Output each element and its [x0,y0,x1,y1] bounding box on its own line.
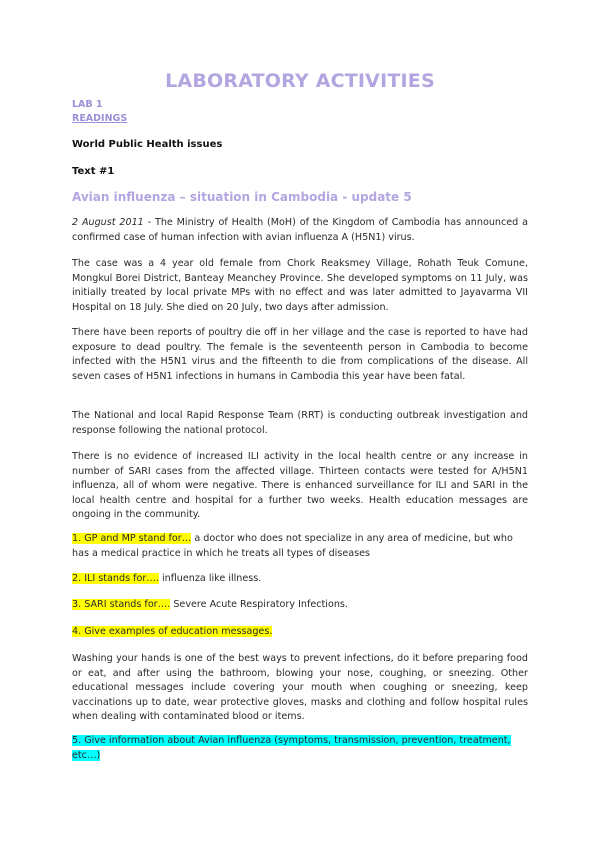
answer-4: Washing your hands is one of the best ways to prevent infections, do it before preparing food or eat, and after using the bathroom, blowing your nose, coughing, or sneezing. Other educational messages include covering your mouth when coughing or sneezing, keep vaccinations up to date, wear protective gloves, masks and clothing and follow hospital rules when dealing with contaminated blood or items. [72,653,528,723]
question-4 [72,625,528,640]
section-heading: World Public Health issues [72,139,223,150]
question-3-prompt: 3. SARI stands for…. [72,599,171,610]
lab-label: LAB 1 [72,99,103,110]
paragraph-1 [72,216,528,245]
page-title: LABORATORY ACTIVITIES [165,70,435,92]
readings-label: READINGS [72,113,128,124]
question-3 [72,598,528,613]
paragraph-2: The case was a 4 year old female from Chork Reaksmey Village, Rohath Teuk Comune, Mongkul Borei District, Banteay Meanchey Province. She developed symptoms on 11 July, was initially treated by local private MPs with no effect and was later admitted to Jayavarma VII Hospital on 18 July. She died on 20 July, two days after admission. [72,258,528,313]
article-date: 2 August 2011 [72,217,144,228]
paragraph-1-text: - The Ministry of Health (MoH) of the Kingdom of Cambodia has announced a confirmed case of human infection with avian influenza A (H5N1) virus. [72,217,528,243]
question-3-answer: Severe Acute Respiratory Infections. [170,599,348,610]
paragraph-5: There is no evidence of increased ILI activity in the local health centre or any increase in number of SARI cases from the affected village. Thirteen contacts were tested for A/H5N1 influenza, all of whom were negative. There is enhanced surveillance for ILI and SARI in the local health centre and hospital for a further two weeks. Health education messages are ongoing in the community. [72,451,528,521]
question-2 [72,572,528,587]
question-1-prompt: 1. GP and MP stand for… [72,533,192,544]
question-5 [72,734,528,763]
question-5-prompt: 5. Give information about Avian influenza (symptoms, transmission, prevention, treatment, etc…) [72,735,511,761]
paragraph-4: The National and local Rapid Response Team (RRT) is conducting outbreak investigation and response following the national protocol. [72,410,528,436]
text-label: Text #1 [72,166,115,177]
question-2-prompt: 2. ILI stands for…. [72,573,159,584]
article-title: Avian influenza – situation in Cambodia - update 5 [72,190,412,204]
paragraph-3: There have been reports of poultry die off in her village and the case is reported to have had exposure to dead poultry. The female is the seventeenth person in Cambodia to become infected with the H5N1 virus and the fifteenth to die from complications of the disease. All seven cases of H5N1 infections in humans in Cambodia this year have been fatal. [72,327,528,382]
question-1 [72,532,528,561]
question-1-answer: a doctor who does not specialize in any area of medicine, but who has a medical practice in which he treats all types of diseases [72,533,513,559]
question-4-prompt: 4. Give examples of education messages. [72,626,273,637]
question-2-answer: influenza like illness. [158,573,262,584]
